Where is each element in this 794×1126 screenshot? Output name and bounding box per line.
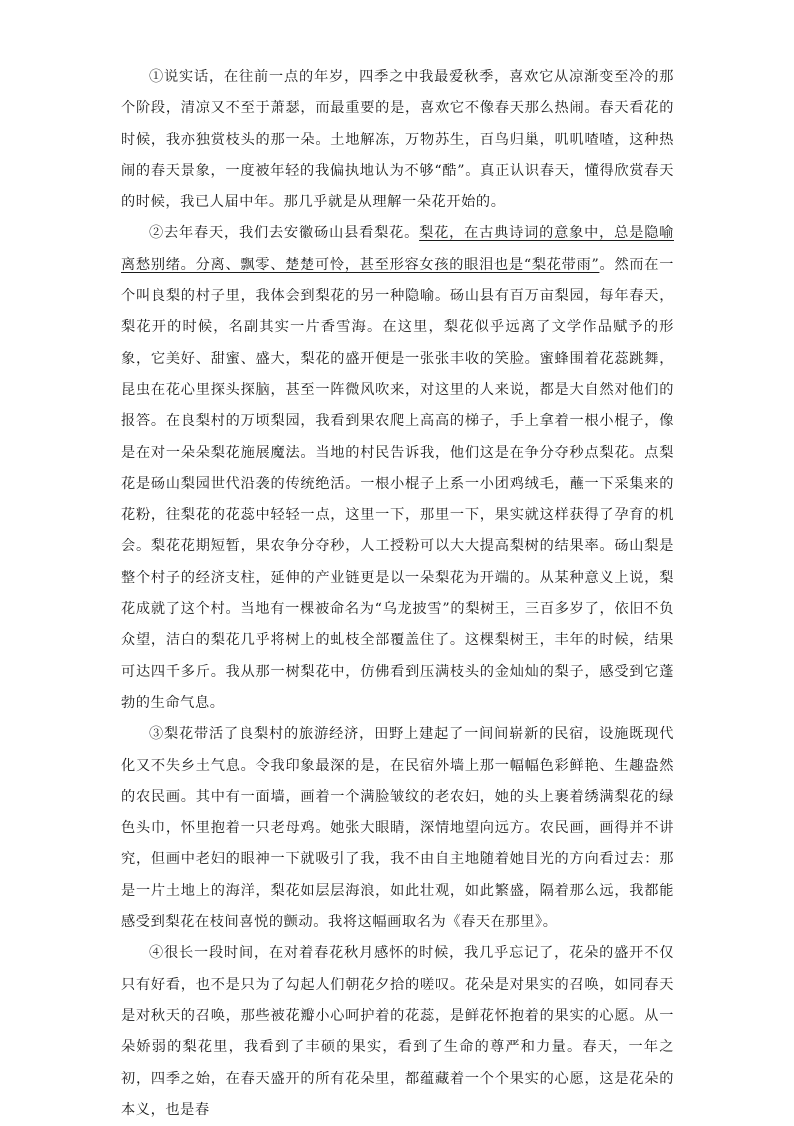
paragraph-2-text-rest: 。然而在一个叫良梨的村子里，我体会到梨花的另一种隐喻。砀山县有百万亩梨园，每年春天，梨花开的时候，名副其实一片香雪海。在这里，梨花似乎远离了文学作品赋予的形象，它美好、甜蜜、盛大，梨花的盛开便是一张张丰收的笑脸。蜜蜂围着花蕊跳舞，昆虫在花心里探头探脑，甚至一阵微风吹来，对这里的人来说，都是大自然对他们的报答。在良梨村的万顷梨园，我看到果农爬上高高的梯子，手上拿着一根小棍子，像是在对一朵朵梨花施展魔法。当地的村民告诉我，他们这是在争分夺秒点梨花。点梨花是砀山梨园世代沿袭的传统绝活。一根小棍子上系一小团鸡绒毛，蘸一下采集来的花粉，往梨花的花蕊中轻轻一点，这里一下，那里一下，果实就这样获得了孕育的机会。梨花花期短暂，果农争分夺秒，人工授粉可以大大提高梨树的结果率。砀山梨是整个村子的经济支柱，延伸的产业链更是以一朵梨花为开端的。从某种意义上说，梨花成就了这个村。当地有一棵被命名为“乌龙披雪”的梨树王，三百多岁了，依旧不负众望，洁白的梨花几乎将树上的虬枝全部覆盖住了。这棵梨树王，丰年的时候，结果可达四千多斤。我从那一树梨花中，仿佛看到压满枝头的金灿灿的梨子，感受到它蓬勃的生命气息。 bbox=[121, 256, 674, 711]
article-body bbox=[121, 62, 674, 1126]
paragraph-2-text-start: ②去年春天，我们去安徽砀山县看梨花。 bbox=[149, 225, 420, 242]
paragraph-4 bbox=[121, 938, 674, 1126]
paragraph-4-text: ④很长一段时间，在对着春花秋月感怀的时候，我几乎忘记了，花朵的盛开不仅只有好看，也不是只为了勾起人们朝花夕拾的嗟叹。花朵是对果实的召唤，如同春天是对秋天的召唤，那些被花瓣小心呵护着的花蕊，是鲜花怀抱着的果实的心愿。从一朵娇弱的梨花里，我看到了丰硕的果实，看到了生命的尊严和力量。春天，一年之初，四季之始，在春天盛开的所有花朵里，都蕴藏着一个个果实的心愿，这是花朵的本义，也是春 bbox=[121, 945, 674, 1118]
paragraph-1-text: ①说实话，在往前一点的年岁，四季之中我最爱秋季，喜欢它从凉渐变至冷的那个阶段，清凉又不至于萧瑟，而最重要的是，喜欢它不像春天那么热闹。春天看花的时候，我亦独赏枝头的那一朵。土地解冻，万物苏生，百鸟归巢，叽叽喳喳，这种热闹的春天景象，一度被年轻的我偏执地认为不够“酷”。真正认识春天，懂得欣赏春天的时候，我已人届中年。那几乎就是从理解一朵花开始的。 bbox=[121, 69, 674, 211]
paragraph-2 bbox=[121, 218, 674, 719]
paragraph-1 bbox=[121, 62, 674, 218]
paragraph-3-text: ③梨花带活了良梨村的旅游经济，田野上建起了一间间崭新的民宿，设施既现代化又不失乡土气息。令我印象最深的是，在民宿外墙上那一幅幅色彩鲜艳、生趣盎然的农民画。其中有一面墙，画着一个满脸皱纹的老农妇，她的头上裹着绣满梨花的绿色头巾，怀里抱着一只老母鸡。她张大眼睛，深情地望向远方。农民画，画得并不讲究，但画中老妇的眼神一下就吸引了我，我不由自主地随着她目光的方向看过去：那是一片土地上的海洋，梨花如层层海浪，如此壮观，如此繁盛，隔着那么远，我都能感受到梨花在枝间喜悦的颤动。我将这幅画取名为《春天在那里》。 bbox=[121, 726, 674, 931]
paragraph-3 bbox=[121, 719, 674, 938]
paragraph-2-underlined-sentence: 梨花，在古典诗词的意象中，总是隐喻离愁别绪。分离、飘零、楚楚可怜，甚至形容女孩的眼泪也是“梨花带雨” bbox=[121, 225, 674, 273]
